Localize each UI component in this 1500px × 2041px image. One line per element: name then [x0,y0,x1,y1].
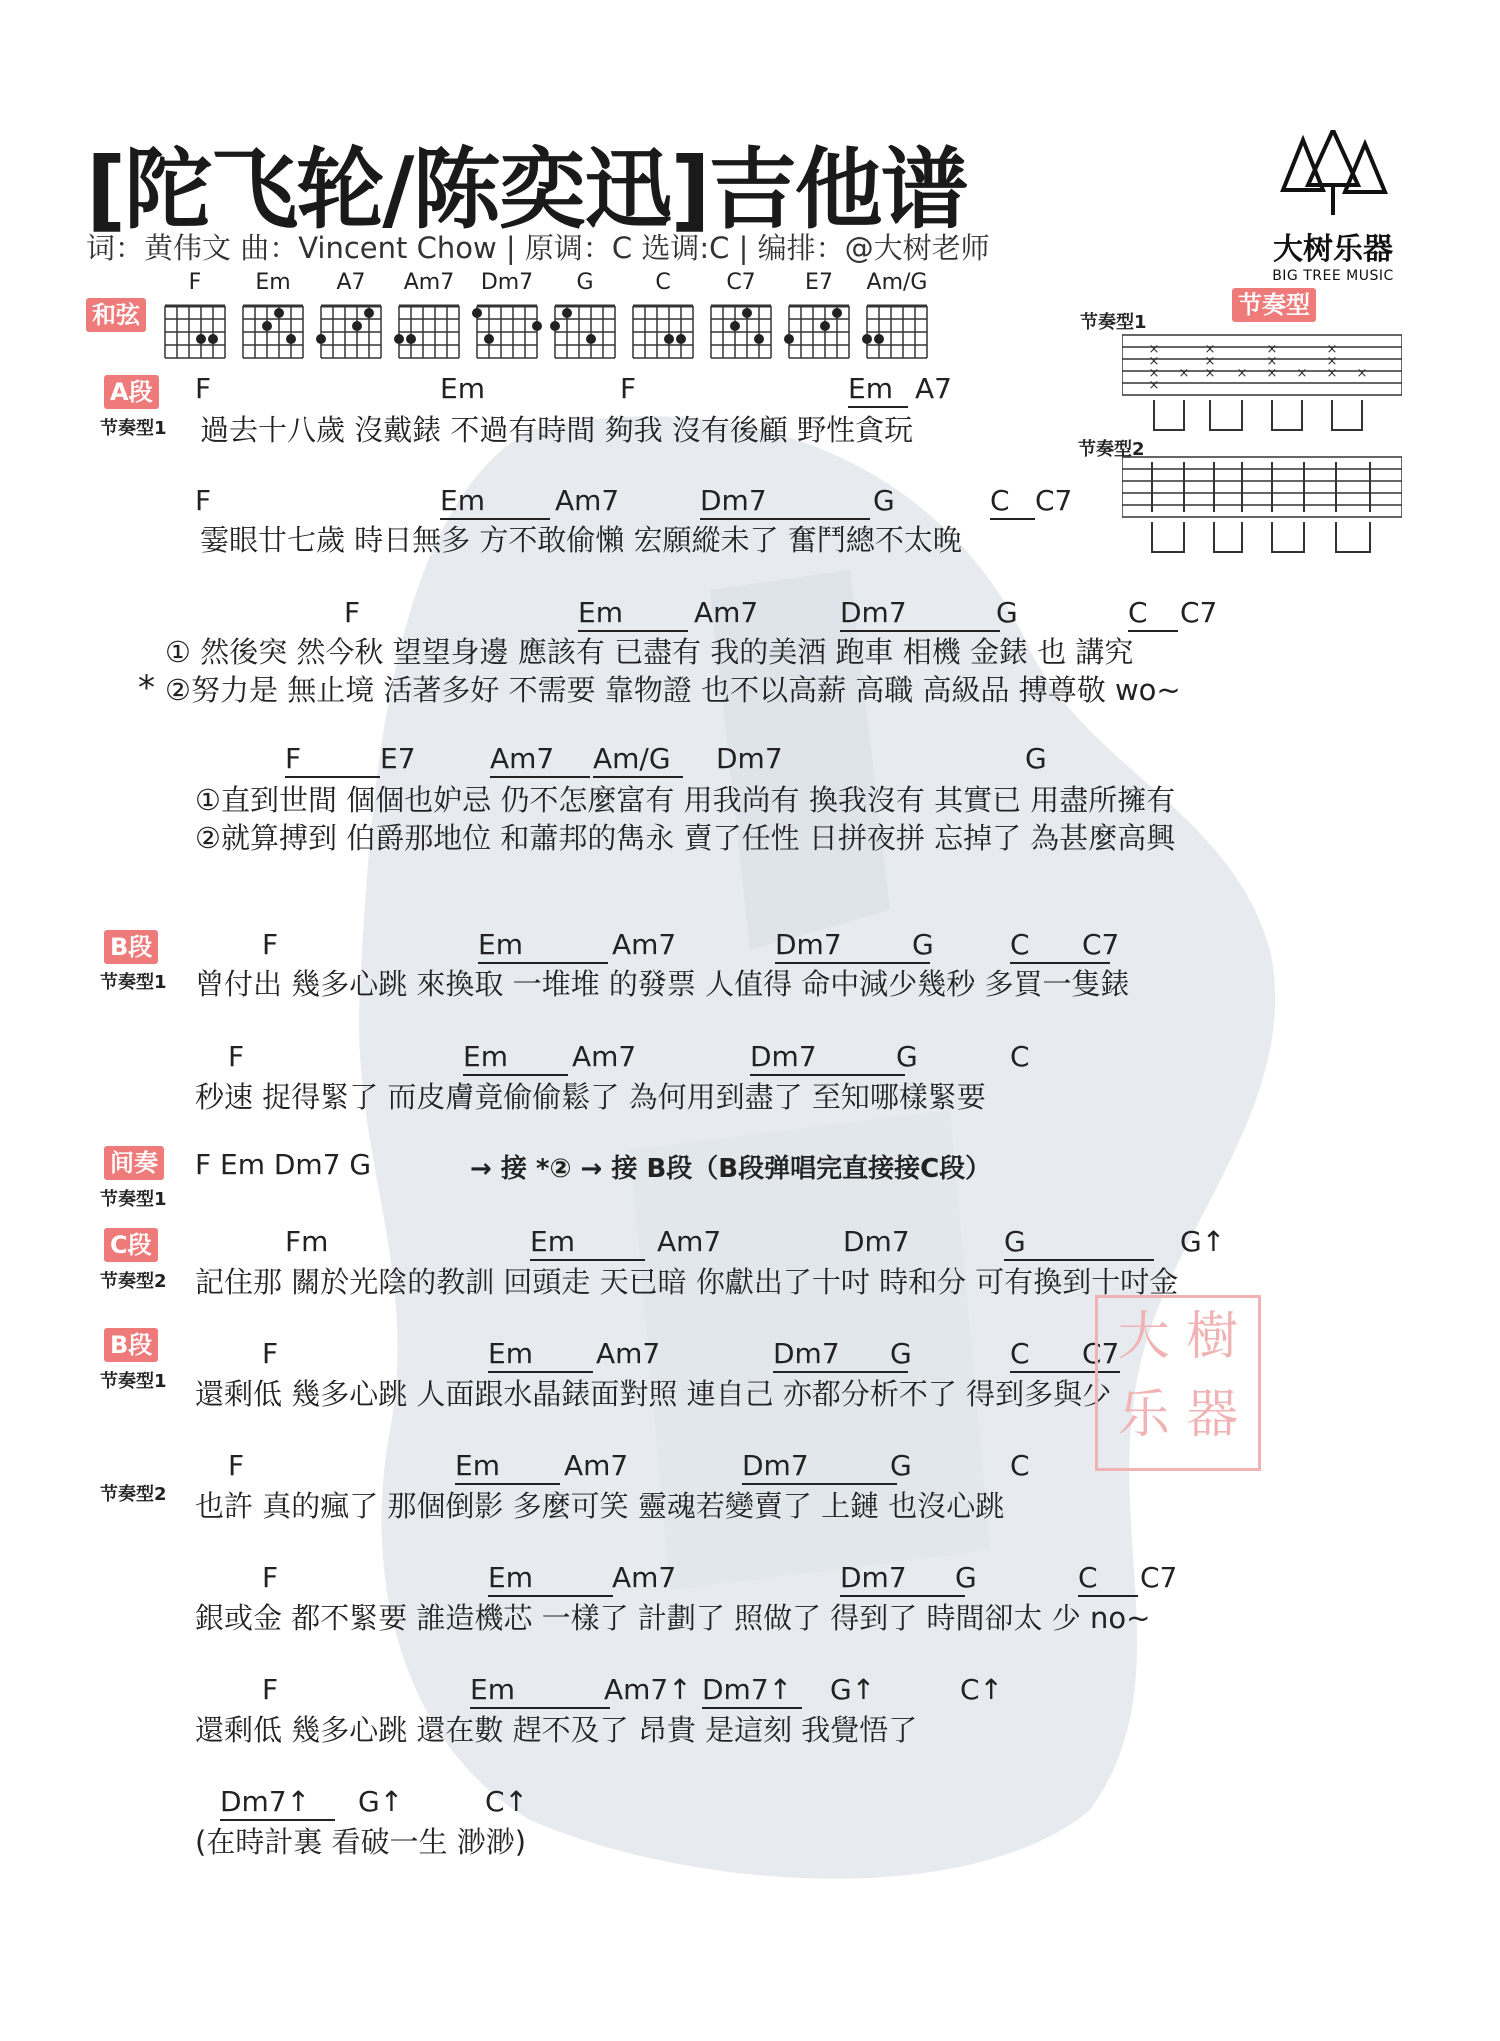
lyric-line: 秒速 捉得緊了 而皮膚竟偷偷鬆了 為何用到盡了 至知哪樣緊要 [195,1080,986,1114]
svg-text:×: × [1204,342,1216,357]
fretboard-grid [472,302,542,360]
chord-symbol: G↑ [1180,1225,1226,1258]
chord-symbol: C [1010,928,1110,964]
section-b2-rhythm: 节奏型1 [100,1371,167,1392]
fretboard-grid [706,302,776,360]
chord-symbol: G [955,1561,977,1594]
chord-symbol: Dm7 [716,742,783,775]
svg-text:×: × [1204,354,1216,369]
tree-logo-icon [1273,130,1393,220]
chord-symbol: G [873,484,895,517]
section-c-rhythm: 节奏型2 [100,1271,167,1292]
lyric-line: 曾付出 幾多心跳 來換取 一堆堆 的發票 人值得 命中減少幾秒 多買一隻錶 [195,967,1130,1001]
rhythm-pattern-1 [1122,330,1402,440]
interlude-instructions: → 接 *② → 接 B段（B段弹唱完直接接C段） [470,1154,992,1184]
chord-symbol: G↑ [358,1785,404,1818]
chord-symbol: A7 [915,372,952,405]
chord-symbol: Am7 [555,484,620,517]
section-a-badge: A段 [104,375,159,409]
chord-diagram-label: C7 [726,270,756,295]
svg-text:×: × [1266,342,1278,357]
lyric-line: ②努力是 無止境 活著多好 不需要 靠物證 也不以高薪 高職 高級品 搏尊敬 wo~ [165,673,1181,707]
chord-diagram [862,270,932,362]
chord-diagram [160,270,230,362]
svg-text:×: × [1178,366,1190,381]
lyric-line: 霎眼廿七歲 時日無多 方不敢偷懶 宏願縱未了 奮鬥總不太晚 [200,523,962,557]
lyric-line: 也許 真的瘋了 那個倒影 多麼可笑 靈魂若變賣了 上鏈 也沒心跳 [195,1489,1005,1523]
chord-symbol: Dm7 [750,1040,905,1076]
chord-symbol: F [620,372,637,405]
chord-diagram-label: E7 [805,270,833,295]
lyric-line: ① 然後突 然今秋 望望身邊 應該有 已盡有 我的美酒 跑車 相機 金錶 也 講究 [165,635,1134,669]
chord-symbol: Am7 [657,1225,722,1258]
chord-symbol: C7 [1082,928,1120,961]
chord-diagram-label: A7 [336,270,366,295]
chord-symbol: C↑ [960,1673,1004,1706]
fretboard-grid [160,302,230,360]
fretboard-grid [238,302,308,360]
chord-diagram-label: G [576,270,594,295]
chord-symbol: C [1010,1337,1120,1373]
fretboard-grid [862,302,932,360]
svg-text:×: × [1326,342,1338,357]
seal-stamp [1095,1295,1261,1471]
chord-diagram-label: Am/G [866,270,928,295]
brand-logo [1258,130,1408,284]
svg-text:×: × [1204,366,1216,381]
rhythm-badge: 节奏型 [1232,288,1316,322]
chord-diagram-label: Em [255,270,291,295]
chord-symbol: Em [478,928,608,964]
chord-diagram [706,270,776,362]
page-title: [陀飞轮/陈奕迅]吉他谱 [86,138,967,241]
chord-symbol: G [896,1040,918,1073]
chord-symbol: Dm7 [700,484,870,520]
chord-symbol: G [996,596,1018,629]
chord-symbol: Am7 [596,1337,661,1370]
chord-symbol: Dm7 [840,596,1000,632]
section-b2-rhythm2: 节奏型2 [100,1484,167,1505]
chord-symbol: C [990,484,1035,520]
chord-symbol: Am7↑ [604,1673,692,1706]
fretboard-grid [628,302,698,360]
chord-symbol: C↑ [485,1785,529,1818]
lyric-line: 還剩低 幾多心跳 人面跟水晶錶面對照 連自己 亦都分析不了 得到多與少 [195,1377,1112,1411]
chord-symbol: F [344,596,361,629]
chord-symbol: Am7 [490,742,590,778]
svg-text:×: × [1356,366,1368,381]
section-b-badge: B段 [104,930,158,964]
chord-symbol: Am7 [612,928,677,961]
chord-diagram [550,270,620,362]
chord-symbol: F [262,1337,279,1370]
seal-bottom: 乐 器 [1117,1385,1239,1445]
svg-text:×: × [1326,354,1338,369]
chord-symbol: F [228,1449,245,1482]
chord-symbol: Em [463,1040,568,1076]
fretboard-grid [316,302,386,360]
svg-text:×: × [1236,366,1248,381]
chord-symbol: Em [530,1225,645,1261]
chord-symbol: C7 [1082,1337,1120,1370]
lyric-line: 記住那 關於光陰的教訓 回頭走 天已暗 你獻出了十吋 時和分 可有換到十吋金 [195,1265,1179,1299]
chord-symbol: Am7 [572,1040,637,1073]
chord-symbol: G [1025,742,1047,775]
interlude-rhythm: 节奏型1 [100,1189,167,1210]
song-credits: 词：黄伟文 曲：Vincent Chow | 原调：C 选调:C | 编排：@大树老师 [86,231,990,265]
svg-text:×: × [1266,354,1278,369]
logo-name: 大树乐器 [1273,232,1393,267]
lyric-line: 銀或金 都不緊要 誰造機芯 一樣了 計劃了 照做了 得到了 時間卻太 少 no~ [195,1601,1151,1635]
svg-text:×: × [1148,342,1160,357]
chord-diagram-row [160,270,960,362]
chord-diagram-label: Am7 [403,270,455,295]
svg-text:×: × [1266,366,1278,381]
chord-symbol: Dm7↑ [702,1673,802,1709]
rhythm-type1-label: 节奏型1 [1080,312,1147,333]
chord-symbol: Em [848,372,908,408]
chord-symbol: G [1004,1225,1154,1261]
lyric-line: 還剩低 幾多心跳 還在數 趕不及了 昂貴 是這刻 我覺悟了 [195,1713,918,1747]
chord-symbol: F [262,1673,279,1706]
fretboard-grid [550,302,620,360]
interlude-chords: F Em Dm7 G [195,1148,372,1181]
chord-diagram [238,270,308,362]
chord-symbol: F [195,372,212,405]
chord-symbol: Am7 [564,1449,629,1482]
chord-symbol: C7 [1180,596,1218,629]
chord-symbol: C [1010,1449,1030,1482]
chord-symbol: Am/G [593,742,683,778]
rhythm-pattern-2 [1122,452,1402,562]
chord-diagram [784,270,854,362]
svg-text:×: × [1148,378,1160,393]
chord-symbol: Dm7 [773,1337,908,1373]
chord-symbol: C7 [1140,1561,1178,1594]
chord-symbol: G [890,1337,912,1370]
chord-symbol: Am7 [612,1561,677,1594]
section-b2-badge: B段 [104,1328,158,1362]
chord-symbol: F [262,1561,279,1594]
section-c-badge: C段 [104,1228,158,1262]
chord-symbol: Dm7 [742,1449,897,1485]
chord-symbol: Dm7 [840,1561,965,1597]
lyric-line: (在時計裏 看破一生 渺渺) [195,1825,527,1859]
section-b-rhythm: 节奏型1 [100,972,167,993]
chord-symbol: Dm7 [775,928,930,964]
chord-diagram-label: Dm7 [480,270,534,295]
chord-symbol: Dm7 [843,1225,910,1258]
svg-text:×: × [1148,354,1160,369]
chord-badge: 和弦 [86,298,146,332]
chord-symbol: F [285,742,380,778]
repeat-marker: * [138,668,155,708]
chord-diagram [394,270,464,362]
chord-diagram [472,270,542,362]
rhythm-type2-label: 节奏型2 [1078,439,1145,460]
chord-symbol: Am7 [694,596,759,629]
chord-symbol: Fm [285,1225,329,1258]
chord-symbol: G [912,928,934,961]
section-a-rhythm: 节奏型1 [100,418,167,439]
fretboard-grid [394,302,464,360]
chord-diagram [316,270,386,362]
fretboard-grid [784,302,854,360]
chord-symbol: Em [440,372,485,405]
chord-symbol: G [890,1449,912,1482]
chord-symbol: Em [578,596,688,632]
chord-symbol: C7 [1035,484,1073,517]
logo-subtitle: BIG TREE MUSIC [1272,268,1394,284]
seal-top: 大 樹 [1117,1307,1239,1367]
chord-symbol: C [1010,1040,1030,1073]
svg-text:×: × [1148,366,1160,381]
chord-symbol: Em [488,1561,613,1597]
chord-diagram-label: C [655,270,671,295]
chord-symbol: G↑ [830,1673,876,1706]
chord-diagram-label: F [188,270,202,295]
chord-symbol: F [262,928,279,961]
chord-symbol: C [1078,1561,1138,1597]
chord-symbol: F [228,1040,245,1073]
chord-symbol: Em [488,1337,593,1373]
chord-symbol: Em [440,484,550,520]
lyric-line: ①直到世間 個個也妒忌 仍不怎麼富有 用我尚有 換我沒有 其實已 用盡所擁有 [195,783,1176,817]
chord-symbol: Em [455,1449,560,1485]
chord-symbol: F [195,484,212,517]
chord-symbol: Dm7↑ [220,1785,335,1821]
lyric-line: 過去十八歲 沒戴錶 不過有時間 夠我 沒有後顧 野性貪玩 [200,413,914,447]
chord-symbol: C [1128,596,1178,632]
chord-symbol: E7 [380,742,416,775]
chord-diagram [628,270,698,362]
svg-text:×: × [1326,366,1338,381]
interlude-badge: 间奏 [104,1146,164,1180]
lyric-line: ②就算搏到 伯爵那地位 和蕭邦的雋永 賣了任性 日拼夜拼 忘掉了 為甚麼高興 [195,821,1176,855]
chord-symbol: Em [470,1673,610,1709]
svg-text:×: × [1296,366,1308,381]
